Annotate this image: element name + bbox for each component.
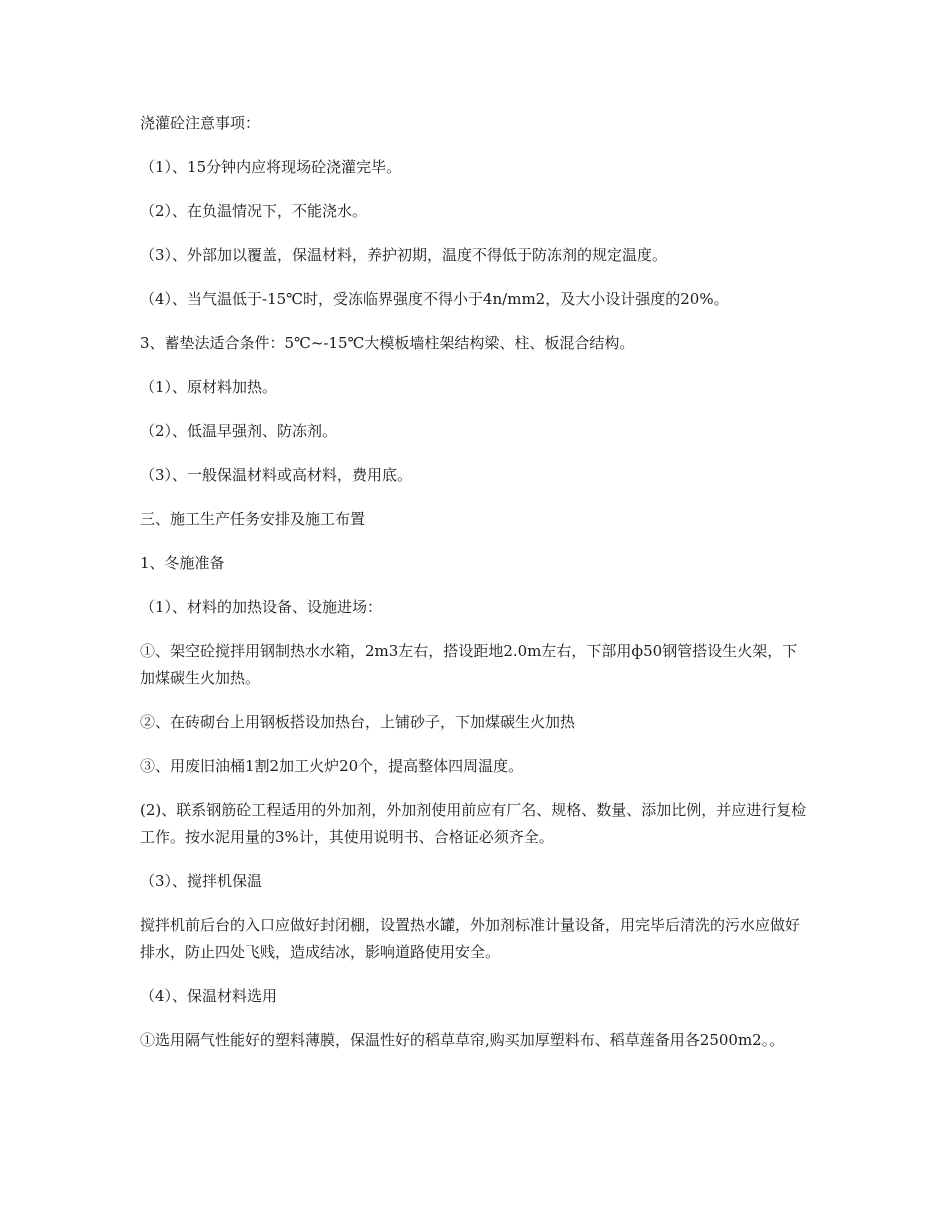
list-item: (2)、联系钢筋砼工程适用的外加剂，外加剂使用前应有厂名、规格、数量、添加比例，并应进行复检工作。按水泥用量的3%计，其使用说明书、合格证必须齐全。: [140, 801, 807, 846]
list-item: ①选用隔气性能好的塑料薄膜，保温性好的稻草草帘,购买加厚塑料布、稻草莲备用各2500m2。。: [140, 1031, 785, 1049]
list-item: （2）、低温早强剂、防冻剂。: [140, 422, 338, 440]
list-item: （2）、在负温情况下，不能浇水。: [140, 202, 368, 220]
body-paragraph: 搅拌机前后台的入口应做好封闭棚，设置热水罐，外加剂标准计量设备，用完毕后清洗的污水应做好排水，防止四处飞贱，造成结冰，影响道路使用安全。: [140, 916, 801, 961]
section-heading-pouring-notes: 浇灌砼注意事项：: [140, 114, 261, 132]
document-body: [140, 110, 812, 1071]
list-item: ③、用废旧油桶1割2加工火炉20个，提高整体四周温度。: [140, 757, 524, 775]
list-item: （3）、一般保温材料或高材料，费用底。: [140, 466, 413, 484]
list-item: （1）、原材料加热。: [140, 378, 278, 396]
section-heading-heat-storage: 3、蓄垫法适合条件：5℃~-15℃大模板墙柱架结构梁、柱、板混合结构。: [140, 334, 635, 352]
section-heading-task-arrangement: 三、施工生产任务安排及施工布置: [140, 510, 366, 528]
list-item: （1）、材料的加热设备、设施进场：: [140, 598, 383, 616]
subsection-heading-winter-prep: 1、冬施准备: [140, 554, 225, 572]
list-item: （3）、外部加以覆盖，保温材料，养护初期，温度不得低于防冻剂的规定温度。: [140, 246, 668, 264]
list-item: （1）、15分钟内应将现场砼浇灌完毕。: [140, 158, 402, 176]
list-item: （4）、保温材料选用: [140, 987, 278, 1005]
list-item: ②、在砖砌台上用钢板搭设加热台，上铺砂子，下加煤碳生火加热: [140, 713, 576, 731]
list-item: （4）、当气温低于-15℃时，受冻临界强度不得小于4n/mm2，及大小设计强度的20%。: [140, 290, 729, 308]
list-item: ①、架空砼搅拌用钢制热水水箱，2m3左右，搭设距地2.0m左右，下部用ф50钢管搭设生火架，下加煤碳生火加热。: [140, 642, 798, 687]
list-item: （3）、搅拌机保温: [140, 872, 263, 890]
